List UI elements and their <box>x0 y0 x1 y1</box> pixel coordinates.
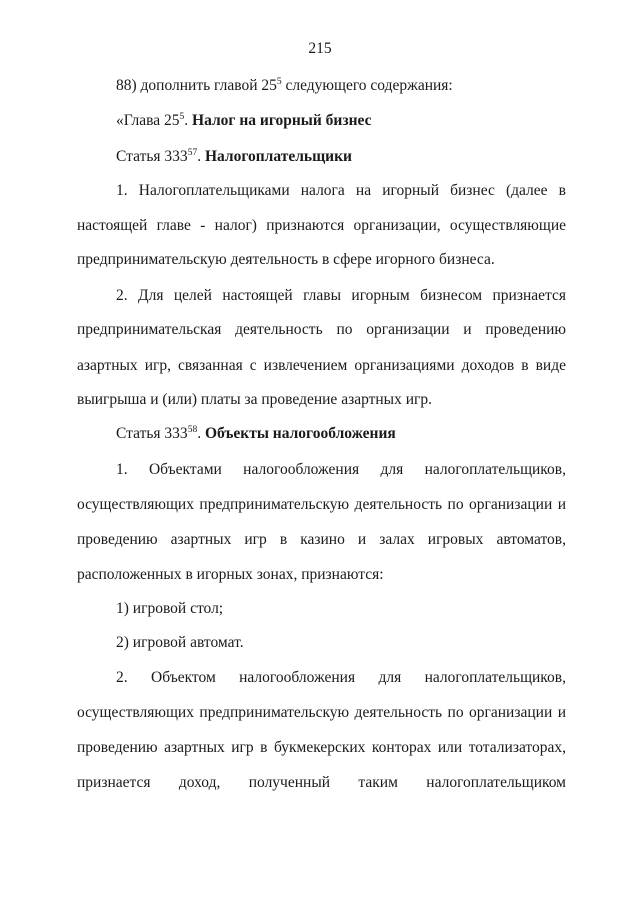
article-superscript: 57 <box>187 148 198 158</box>
article-superscript: 58 <box>187 425 198 435</box>
amendment-line <box>116 76 453 96</box>
amendment-text: 88) дополнить главой 25 <box>116 77 277 94</box>
chapter-superscript: 5 <box>179 112 185 122</box>
paragraph-line: признается доход, полученный таким налогоплательщиком <box>77 774 566 791</box>
amendment-superscript: 5 <box>276 77 282 87</box>
paragraph-line: 2. Объектом налогообложения для налогоплательщиков, <box>116 669 566 686</box>
article-prefix: Статья 333 <box>116 425 188 442</box>
list-item: 1) игровой стол; <box>116 600 224 617</box>
paragraph-line: настоящей главе - налог) признаются организации, осуществляющие <box>77 217 566 234</box>
paragraph-line: 1. Объектами налогообложения для налогоплательщиков, <box>116 461 566 478</box>
article-prefix: Статья 333 <box>116 148 188 165</box>
paragraph-line: 1. Налогоплательщиками налога на игорный бизнес (далее в <box>116 182 566 199</box>
list-item: 2) игровой автомат. <box>116 634 244 651</box>
article-dot: . <box>197 148 205 165</box>
paragraph-line: осуществляющих предпринимательскую деятельность по организации и <box>77 496 566 513</box>
chapter-dot: . <box>184 112 193 129</box>
page-number: 215 <box>308 40 332 57</box>
article-title: Налогоплательщики <box>204 148 352 165</box>
paragraph-line: проведению азартных игр в казино и залах игровых автоматов, <box>77 531 566 548</box>
article-heading <box>116 424 396 444</box>
paragraph-line: 2. Для целей настоящей главы игорным бизнесом признается <box>116 287 566 304</box>
paragraph-line: проведению азартных игр в букмекерских конторах или тотализаторах, <box>77 739 566 756</box>
paragraph-line: осуществляющих предпринимательскую деятельность по организации и <box>77 704 566 721</box>
amendment-tail: следующего содержания: <box>281 77 453 94</box>
chapter-title: Налог на игорный бизнес <box>192 112 372 129</box>
chapter-prefix: «Глава 25 <box>116 112 180 129</box>
paragraph-line: выигрыша и (или) платы за проведение азартных игр. <box>77 391 433 408</box>
article-title: Объекты налогообложения <box>204 425 396 442</box>
paragraph-line: расположенных в игорных зонах, признаются: <box>77 566 384 583</box>
article-dot: . <box>197 425 205 442</box>
paragraph-line: предпринимательская деятельность по организации и проведению <box>77 321 566 338</box>
paragraph-line: азартных игр, связанная с извлечением организациями доходов в виде <box>77 357 566 374</box>
paragraph-line: предпринимательскую деятельность в сфере игорного бизнеса. <box>77 251 495 268</box>
article-heading <box>116 147 352 167</box>
chapter-heading <box>116 111 371 131</box>
